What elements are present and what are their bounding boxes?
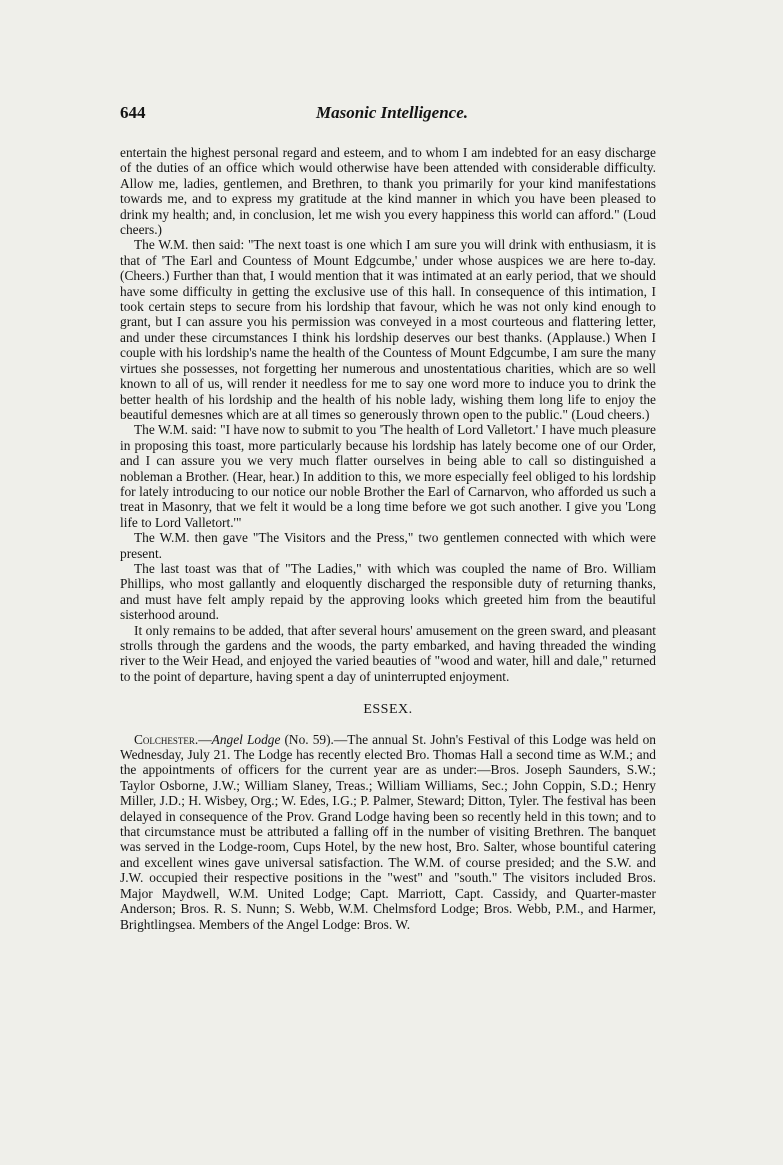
paragraph-mount-edgcumbe-toast: The W.M. then said: "The next toast is one which I am sure you will drink with enthusiasm, it is that of 'The Earl and Countess of Mount Edgcumbe,' under whose auspices we are here to-day. (Cheers.) Further than that, I would mention that it was intimated at an early period, that we should have some difficulty in getting the exclusive use of this hall. In consequence of this intimation, I took certain steps to secure from his lordship that favour, which he was not only kind enough to grant, but I can assure you his permission was conveyed in a most courteous and flattering letter, and under these circumstances I think his lordship deserves our best thanks. (Applause.) When I couple with his lordship's name the health of the Countess of Mount Edgcumbe, I am sure the many virtues she possesses, not forgetting her numerous and unostentatious charities, which are so well known to all of us, will render it needless for me to say one word more to induce you to drink the better health of his lordship and the health of his noble lady, wishing them long life to enjoy the beautiful demesnes which are at all times so generously thrown open to the public." (Loud cheers.) bbox=[120, 237, 656, 422]
em-dash: — bbox=[198, 731, 212, 747]
report-text: (No. 59).—The annual St. John's Festival of this Lodge was held on Wednesday, July 21. The Lodge has recently elected Bro. Thomas Hall a second time as W.M.; and the appointments of officers for the current year are as under:—Bros. Joseph Saunders, S.W.; Taylor Osborne, J.W.; William Slaney, Treas.; William Williams, Sec.; John Coppin, S.D.; Henry Miller, J.D.; H. Wisbey, Org.; W. Edes, I.G.; P. Palmer, Steward; Ditton, Tyler. The festival has been delayed in consequence of the Prov. Grand Lodge having been so recently held in this town; and to that circumstance must be attributed a falling off in the number of visiting Brethren. The banquet was served in the Lodge-room, Cups Hotel, by the new host, Bro. Salter, whose bountiful catering and excellent wines gave universal satisfaction. The W.M. of course presided; and the S.W. and J.W. occupied their respective positions in the "west" and "south." The visitors included Bros. Major Maydwell, W.M. United Lodge; Capt. Marriott, Capt. Cassidy, and Quarter-master Anderson; Bros. R. S. Nunn; S. Webb, W.M. Chelmsford Lodge; Bros. Webb, P.M., and Harmer, Brightlingsea. Members of the Angel Lodge: Bros. W. bbox=[120, 731, 657, 932]
text-column bbox=[120, 145, 656, 932]
section-heading-essex: ESSEX. bbox=[363, 702, 413, 718]
paragraph-visitors-press-toast: The W.M. then gave "The Visitors and the Press," two gentlemen connected with which were present. bbox=[120, 530, 656, 561]
paragraph-valletort-toast: The W.M. said: "I have now to submit to you 'The health of Lord Valletort.' I have much pleasure in proposing this toast, more particularly because his lordship has lately become one of our Order, and I can assure you we very much flatter ourselves in being able to call so distinguished a nobleman a Brother. (Hear, hear.) In addition to this, we more especially feel obliged to his lordship for lately introducing to our notice our noble Brother the Earl of Carnarvon, who afforded us such a treat in Masonry, that we felt it would be a long time before we got such another. I give you 'Long life to Lord Valletort.'" bbox=[120, 422, 656, 530]
paragraph-ladies-toast: The last toast was that of "The Ladies," with which was coupled the name of Bro. William Phillips, who most gallantly and eloquently discharged the responsible duty of returning thanks, and must have felt amply repaid by the approving looks which greeted him from the beautiful sisterhood around. bbox=[120, 560, 656, 623]
paragraph-colchester-report bbox=[120, 732, 656, 932]
place-name: Colchester. bbox=[134, 731, 199, 747]
paragraph-closing: It only remains to be added, that after several hours' amusement on the green sward, and pleasant strolls through the gardens and the woods, the party embarked, and having threaded the winding river to the Weir Head, and enjoyed the varied beauties of "wood and water, hill and dale," returned to the point of departure, having spent a day of uninterrupted enjoyment. bbox=[120, 622, 656, 684]
paragraph-continued: entertain the highest personal regard and esteem, and to whom I am indebted for an easy discharge of the duties of an office which would otherwise have been attended with considerable difficulty. Allow me, ladies, gentlemen, and Brethren, to thank you primarily for your kind manifestations towards me, and to express my gratitude at the kind manner in which you have been pleased to drink my health; and, in conclusion, let me wish you every happiness this world can afford." (Loud cheers.) bbox=[120, 145, 656, 238]
page-number: 644 bbox=[120, 103, 146, 122]
running-title: Masonic Intelligence. bbox=[315, 103, 469, 122]
lodge-name: Angel Lodge bbox=[211, 731, 281, 747]
page-header bbox=[120, 103, 664, 125]
